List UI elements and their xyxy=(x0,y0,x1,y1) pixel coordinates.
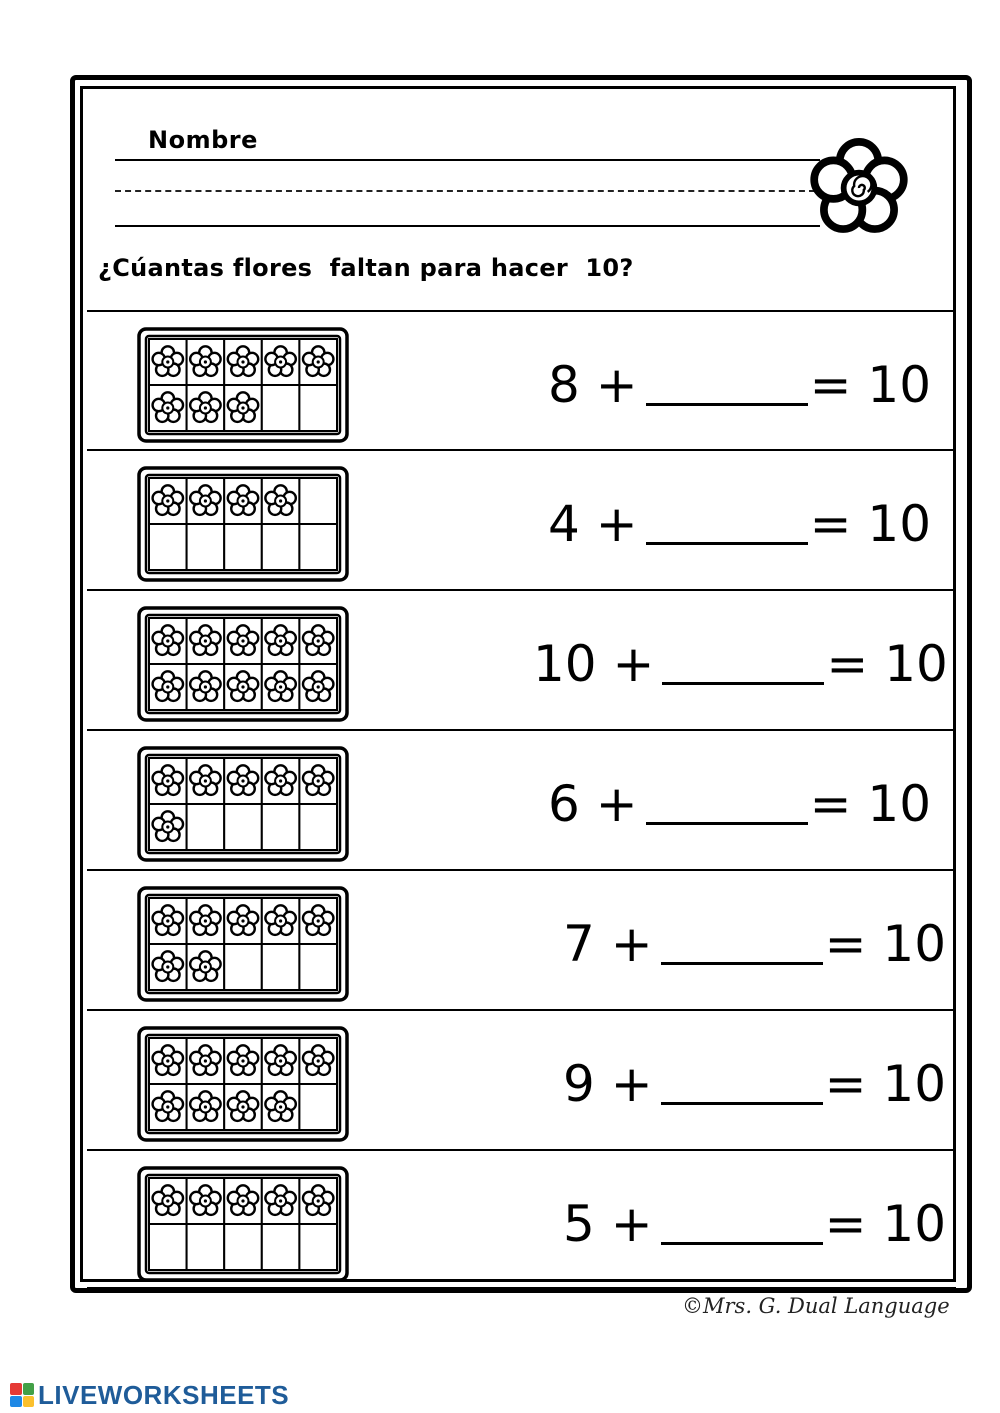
name-line-bottom xyxy=(115,225,820,227)
answer-blank[interactable] xyxy=(646,774,808,825)
ten-frame-cell xyxy=(262,385,300,431)
ten-frame-cell xyxy=(262,944,300,990)
ten-frame xyxy=(137,746,349,862)
instruction-question: ¿Cúantas flores faltan para hacer 10? xyxy=(98,254,634,282)
ten-frame-cell xyxy=(149,524,187,570)
ten-frame-cell xyxy=(299,524,337,570)
ten-frame xyxy=(137,1026,349,1142)
equation-addend: 4 + xyxy=(548,495,638,553)
exercise-row xyxy=(87,449,956,589)
brand-name: LIVEWORKSHEETS xyxy=(38,1379,290,1410)
equation-result: = 10 xyxy=(809,495,932,553)
equation xyxy=(548,350,931,420)
ten-frame-cell xyxy=(299,944,337,990)
answer-blank[interactable] xyxy=(662,634,824,685)
equation xyxy=(533,629,948,699)
equation-result: = 10 xyxy=(826,635,948,693)
equation xyxy=(563,1049,946,1119)
ten-frame-cell xyxy=(224,1224,262,1270)
ten-frame xyxy=(137,466,349,582)
ten-frame-cell xyxy=(299,1084,337,1130)
equation-addend: 9 + xyxy=(563,1055,653,1113)
ten-frame-cell xyxy=(299,804,337,850)
name-label: Nombre xyxy=(148,126,258,154)
ten-frame-cell xyxy=(262,1224,300,1270)
exercise-row xyxy=(87,1009,956,1149)
liveworksheets-brand[interactable] xyxy=(10,1380,289,1410)
equation-result: = 10 xyxy=(809,775,932,833)
equation-addend: 5 + xyxy=(563,1195,653,1253)
ten-frame xyxy=(137,327,349,443)
name-line-top xyxy=(115,159,820,161)
liveworksheets-logo-icon xyxy=(10,1383,34,1407)
exercise-row xyxy=(87,1149,956,1289)
answer-blank[interactable] xyxy=(661,1194,823,1245)
exercise-row xyxy=(87,729,956,869)
ten-frame-cell xyxy=(224,944,262,990)
ten-frame-cell xyxy=(299,1224,337,1270)
equation-result: = 10 xyxy=(824,1195,947,1253)
equation xyxy=(548,489,931,559)
equation-result: = 10 xyxy=(824,1055,947,1113)
equation xyxy=(563,909,946,979)
answer-blank[interactable] xyxy=(661,914,823,965)
name-line-dashed[interactable] xyxy=(115,190,815,192)
answer-blank[interactable] xyxy=(646,355,808,406)
equation-addend: 8 + xyxy=(548,356,638,414)
equation-addend: 6 + xyxy=(548,775,638,833)
answer-blank[interactable] xyxy=(661,1054,823,1105)
ten-frame-cell xyxy=(299,478,337,524)
exercise-row xyxy=(87,589,956,729)
ten-frame xyxy=(137,606,349,722)
flower-icon xyxy=(806,138,912,238)
answer-blank[interactable] xyxy=(646,494,808,545)
ten-frame-cell xyxy=(299,385,337,431)
exercise-row xyxy=(87,310,956,450)
equation-result: = 10 xyxy=(809,356,932,414)
ten-frame-cell xyxy=(224,804,262,850)
ten-frame-cell xyxy=(149,1224,187,1270)
equation xyxy=(548,769,931,839)
copyright-text: ©Mrs. G. Dual Language xyxy=(682,1294,950,1318)
exercise-row xyxy=(87,869,956,1009)
ten-frame-cell xyxy=(187,804,225,850)
equation-addend: 7 + xyxy=(563,915,653,973)
ten-frame-cell xyxy=(262,804,300,850)
ten-frame-cell xyxy=(224,524,262,570)
ten-frame xyxy=(137,886,349,1002)
equation-addend: 10 + xyxy=(533,635,655,693)
ten-frame-cell xyxy=(187,524,225,570)
ten-frame-cell xyxy=(187,1224,225,1270)
ten-frame xyxy=(137,1166,349,1282)
equation-result: = 10 xyxy=(824,915,947,973)
equation xyxy=(563,1189,946,1259)
ten-frame-cell xyxy=(262,524,300,570)
